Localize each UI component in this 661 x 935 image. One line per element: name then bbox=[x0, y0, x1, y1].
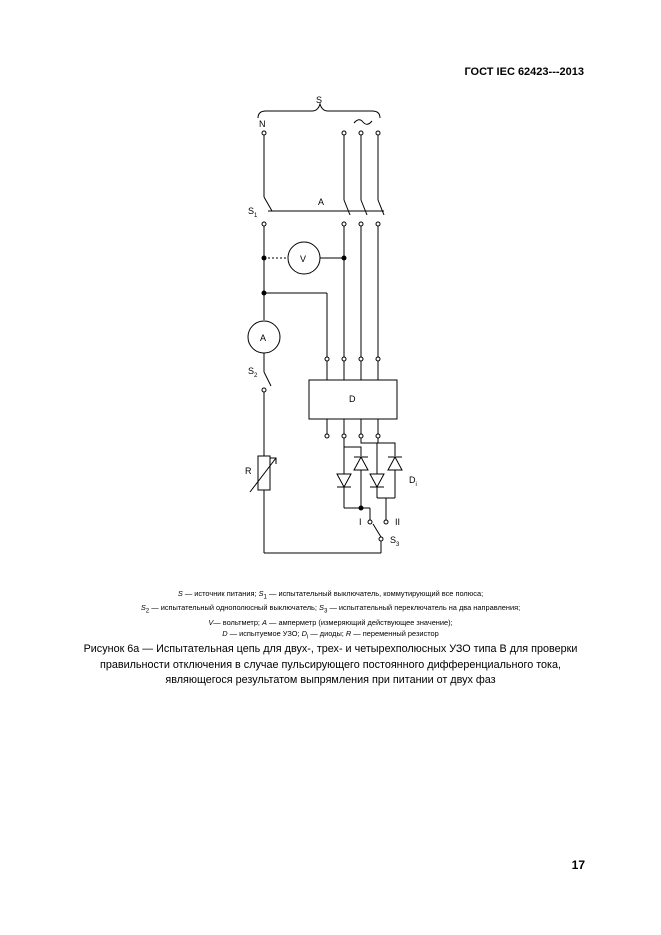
legend-line-2: $S_2$ — испытательный однополюсный выключатель; $S_3$ — испытательный переключатель на два направления; bbox=[140, 603, 521, 615]
caption-line-2: правильности отключения в случае пульсирующего постоянного дифференциального тока, bbox=[99, 658, 561, 671]
label-resistor-r: R bbox=[245, 466, 252, 476]
label-position-i: I bbox=[359, 517, 362, 527]
label-switch-s2: $S_2$ bbox=[248, 366, 258, 379]
label-source-s: S bbox=[316, 95, 323, 105]
label-switch-s1: $S_1$ bbox=[248, 206, 258, 219]
label-voltmeter-v: V bbox=[300, 254, 307, 264]
legend-line-4: D — испытуемое УЗО; $D_i$ — диоды; R — переменный резистор bbox=[222, 628, 439, 641]
label-diodes-di: $D_i$ bbox=[409, 475, 417, 488]
label-position-ii: II bbox=[395, 517, 401, 527]
figure-caption bbox=[30, 642, 631, 689]
label-bus-a: A bbox=[318, 197, 325, 207]
source-brace bbox=[258, 104, 380, 118]
label-device-d: D bbox=[349, 394, 356, 404]
ac-symbol-icon bbox=[354, 120, 372, 125]
label-switch-s3: $S_3$ bbox=[390, 535, 400, 548]
label-ammeter-a: A bbox=[260, 333, 267, 343]
caption-line-1: Рисунок 6а — Испытательная цепь для двух-, трех- и четырехполюсных УЗО типа В для проверки bbox=[83, 643, 578, 655]
page-number: 17 bbox=[571, 858, 585, 872]
legend-line-1: S — источник питания; $S_1$ — испытательный выключатель, коммутирующий все полюса; bbox=[177, 589, 484, 601]
caption-line-3: являющегося результатом выпрямления при питании от двух фаз bbox=[165, 674, 496, 686]
legend-line-3: V— вольтметр; A — амперметр (измеряющий действующее значение); bbox=[208, 617, 453, 627]
label-neutral-n: N bbox=[259, 119, 266, 129]
document-header: ГОСТ IEC 62423---2013 bbox=[464, 66, 584, 78]
figure-legend bbox=[40, 588, 621, 642]
